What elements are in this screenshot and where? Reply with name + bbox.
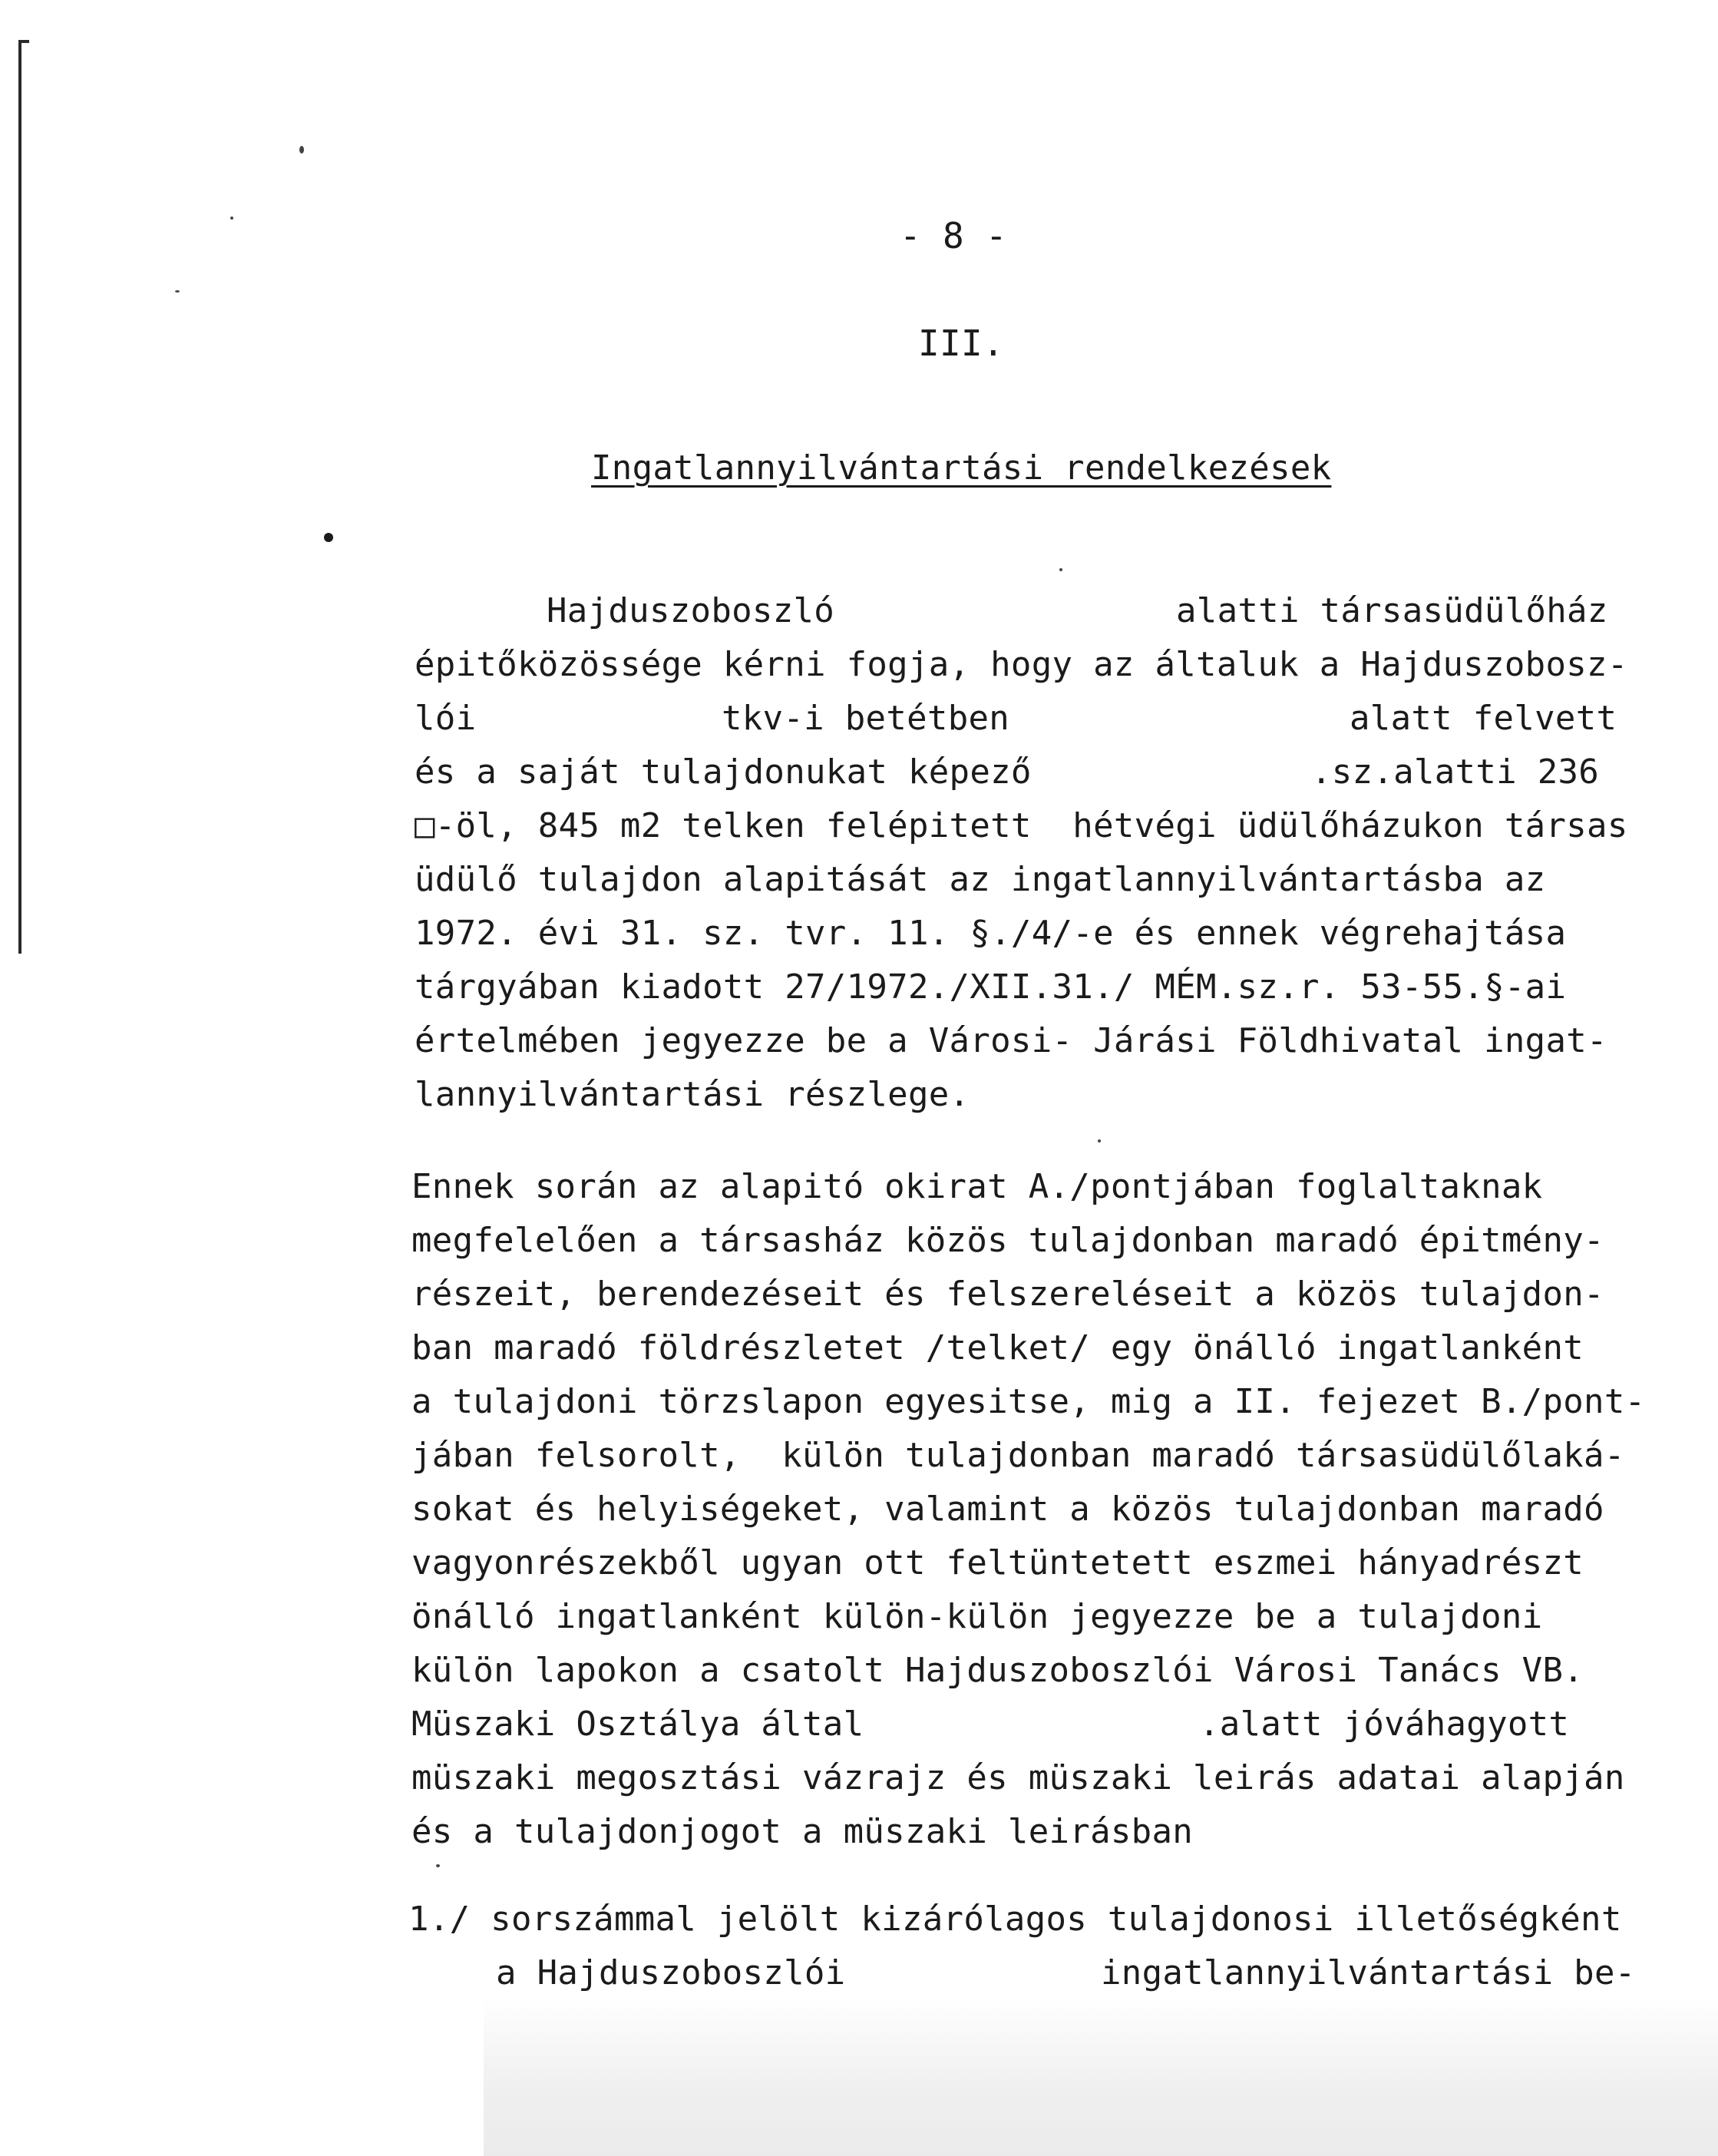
p1-line-3a: lói: [415, 699, 477, 738]
scan-speck: [436, 1864, 440, 1867]
p2-line-7: sokat és helyiségeket, valamint a közös tulajdonban maradó: [411, 1490, 1604, 1529]
p2-line-8: vagyonrészekből ugyan ott feltüntetett eszmei hányadrészt: [411, 1543, 1584, 1582]
p2-line-10: külön lapokon a csatolt Hajduszoboszlói Városi Tanács VB.: [411, 1651, 1584, 1690]
item-1-line-2b: ingatlannyilvántartási be-: [1101, 1953, 1636, 1992]
section-title: Ingatlannyilvántartási rendelkezések: [591, 448, 1332, 488]
p1-line-4a: és a saját tulajdonukat képező: [415, 752, 1032, 792]
p2-line-5: a tulajdoni törzslapon egyesitse, mig a II. fejezet B./pont-: [411, 1382, 1646, 1421]
p1-line-8: tárgyában kiadott 27/1972./XII.31./ MÉM.sz.r. 53-55.§-ai: [415, 967, 1567, 1007]
scan-edge-line: [18, 40, 21, 954]
scan-speck: [175, 290, 180, 293]
p1-line-10: lannyilvántartási részlege.: [415, 1075, 970, 1114]
p2-line-4: ban maradó földrészletet /telket/ egy önálló ingatlanként: [411, 1328, 1584, 1367]
p1-line-9: értelmében jegyezze be a Városi- Járási Földhivatal ingat-: [415, 1021, 1607, 1060]
page-number: - 8 -: [900, 215, 1007, 256]
item-1-line-1: 1./ sorszámmal jelölt kizárólagos tulajdonosi illetőségként: [408, 1900, 1622, 1939]
scan-shadow: [484, 1996, 1718, 2156]
p1-line-1a: Hajduszoboszló: [547, 591, 835, 630]
p1-line-7: 1972. évi 31. sz. tvr. 11. §./4/-e és ennek végrehajtása: [415, 914, 1567, 953]
scan-speck: [299, 146, 304, 154]
p2-line-1: Ennek során az alapitó okirat A./pontjában foglaltaknak: [411, 1167, 1543, 1206]
p2-line-2: megfelelően a társasház közös tulajdonban maradó épitmény-: [411, 1221, 1604, 1260]
p2-line-12: müszaki megosztási vázrajz és müszaki leirás adatai alapján: [411, 1758, 1625, 1797]
p2-line-11b: .alatt jóváhagyott: [1199, 1705, 1570, 1744]
p1-line-5: □-öl, 845 m2 telken felépitett hétvégi üdülőházukon társas: [415, 806, 1628, 845]
scan-speck: [1059, 568, 1062, 571]
p2-line-6: jában felsorolt, külön tulajdonban maradó társasüdülőlaká-: [411, 1436, 1625, 1475]
p1-line-1b: alatti társasüdülőház: [1176, 591, 1608, 630]
p2-line-9: önálló ingatlanként külön-külön jegyezze be a tulajdoni: [411, 1597, 1543, 1636]
item-1-line-2a: a Hajduszoboszlói: [496, 1953, 846, 1992]
p2-line-13: és a tulajdonjogot a müszaki leirásban: [411, 1812, 1194, 1851]
scan-speck: [230, 217, 233, 220]
p1-line-2: épitőközössége kérni fogja, hogy az általuk a Hajduszobosz-: [415, 645, 1628, 684]
section-number: III.: [918, 322, 1004, 364]
margin-bullet: [324, 533, 333, 542]
scan-speck: [1098, 1139, 1101, 1142]
p1-line-6: üdülő tulajdon alapitását az ingatlannyilvántartásba az: [415, 860, 1546, 899]
p1-line-4b: .sz.alatti 236: [1311, 752, 1600, 792]
p1-line-3c: alatt felvett: [1350, 699, 1617, 738]
p1-line-3b: tkv-i betétben: [722, 699, 1010, 738]
p2-line-3: részeit, berendezéseit és felszereléseit a közös tulajdon-: [411, 1275, 1604, 1314]
p2-line-11a: Müszaki Osztálya által: [411, 1705, 864, 1744]
scan-edge-tick: [18, 40, 29, 43]
